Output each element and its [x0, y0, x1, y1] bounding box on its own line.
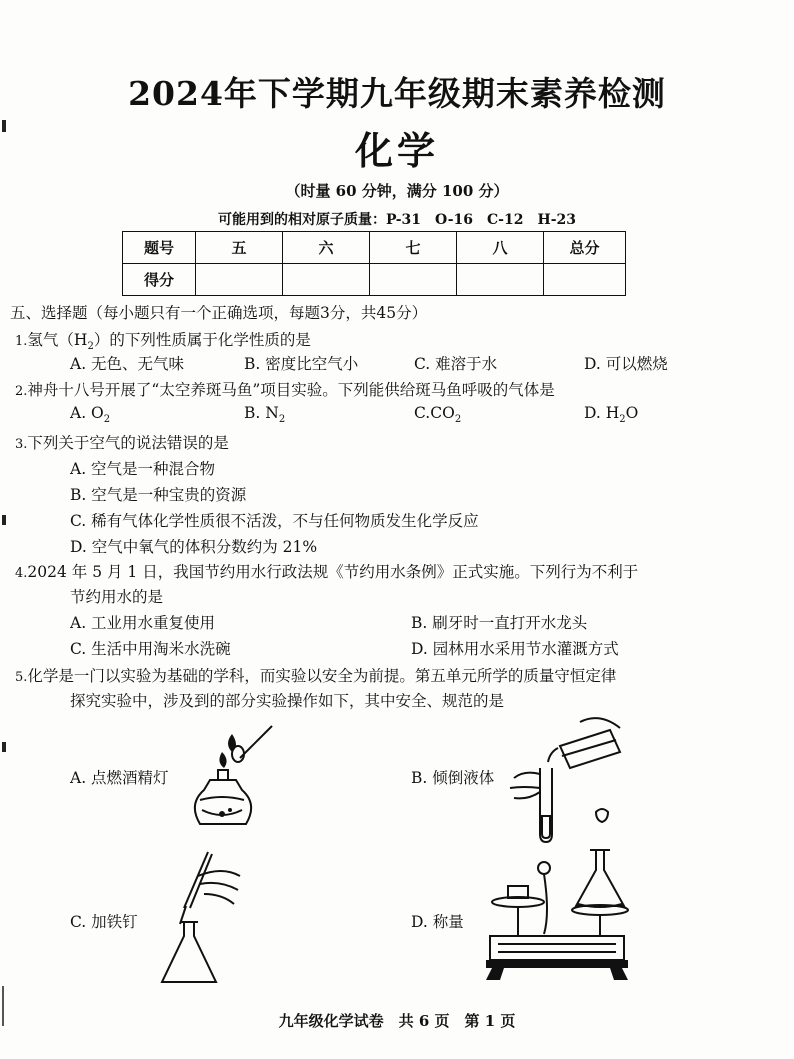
q3-option-a[interactable]: A. 空气是一种混合物	[70, 460, 216, 478]
q1-option-b[interactable]: B. 密度比空气小	[244, 355, 359, 373]
q1-option-a[interactable]: A. 无色、无气味	[70, 355, 185, 373]
scan-mark	[2, 742, 6, 752]
score-cell[interactable]	[457, 264, 544, 296]
q4-option-d[interactable]: D. 园林用水采用节水灌溉方式	[411, 640, 619, 658]
question-5-stem-line-2: 探究实验中，涉及到的部分实验操作如下，其中安全、规范的是	[70, 692, 505, 710]
atomic-masses: 可能用到的相对原子质量：P-31 O-16 C-12 H-23	[217, 212, 576, 228]
score-table-label-score: 得分	[123, 264, 196, 296]
question-4-stem-line-1: 4.2024 年 5 月 1 日，我国节约用水行政法规《节约用水条例》正式实施。下列行为不利于	[15, 563, 639, 581]
q5-option-b[interactable]: B. 倾倒液体	[411, 769, 495, 787]
q4-option-a[interactable]: A. 工业用水重复使用	[70, 614, 216, 632]
score-table-col-total: 总分	[544, 232, 626, 264]
score-table-col-8: 八	[457, 232, 544, 264]
score-table-col-5: 五	[196, 232, 283, 264]
q4-option-b[interactable]: B. 刷牙时一直打开水龙头	[411, 614, 588, 632]
score-cell[interactable]	[370, 264, 457, 296]
q3-option-b[interactable]: B. 空气是一种宝贵的资源	[70, 486, 247, 504]
score-table-col-7: 七	[370, 232, 457, 264]
exam-subject: 化学	[354, 128, 439, 173]
score-table-col-6: 六	[283, 232, 370, 264]
score-cell[interactable]	[283, 264, 370, 296]
score-cell[interactable]	[196, 264, 283, 296]
q5-option-c[interactable]: C. 加铁钉	[70, 913, 138, 931]
question-number: 3.	[15, 437, 28, 452]
score-table-score-row	[123, 264, 626, 296]
score-table-header-row	[123, 232, 626, 264]
q3-option-c[interactable]: C. 稀有气体化学性质很不活泼，不与任何物质发生化学反应	[70, 512, 479, 530]
q4-option-c[interactable]: C. 生活中用淘米水洗碗	[70, 640, 231, 658]
balance-weighing-illustration	[478, 840, 638, 990]
pouring-liquid-illustration	[500, 708, 630, 843]
question-5-stem-line-1: 5.化学是一门以实验为基础的学科，而实验以安全为前提。第五单元所学的质量守恒定律	[15, 667, 617, 685]
scan-mark	[2, 515, 6, 525]
q1-option-c[interactable]: C. 难溶于水	[414, 355, 498, 373]
q2-option-b[interactable]: B. $N_2$	[244, 404, 286, 426]
section-heading: 五、选择题（每小题只有一个正确选项，每题3分，共45分）	[10, 304, 428, 322]
q3-option-d[interactable]: D. 空气中氧气的体积分数约为 21%	[70, 538, 318, 556]
score-cell[interactable]	[544, 264, 626, 296]
question-3-stem: 3.下列关于空气的说法错误的是	[15, 434, 229, 452]
question-number: 2.	[15, 384, 28, 399]
page-footer: 九年级化学试卷 共 6 页 第 1 页	[278, 1012, 516, 1030]
q5-option-d[interactable]: D. 称量	[411, 913, 464, 931]
score-table	[122, 231, 626, 296]
q5-option-a[interactable]: A. 点燃酒精灯	[70, 769, 169, 787]
q2-option-d[interactable]: D. $H_2O$	[584, 404, 639, 426]
q2-option-a[interactable]: A. $O_2$	[70, 404, 111, 426]
exam-title: 2024年下学期九年级期末素养检测	[128, 74, 666, 113]
question-1-stem: 1.氢气$(H_2)$的下列性质属于化学性质的是	[15, 331, 311, 353]
question-2-stem: 2.神舟十八号开展了“太空养斑马鱼”项目实验。下列能供给斑马鱼呼吸的气体是	[15, 381, 555, 399]
question-4-stem-line-2: 节约用水的是	[70, 588, 164, 606]
alcohol-lamp-illustration	[180, 718, 290, 838]
q1-option-d[interactable]: D. 可以燃烧	[584, 355, 668, 373]
scan-mark	[2, 120, 6, 132]
score-table-label-question: 题号	[123, 232, 196, 264]
adding-iron-nail-illustration	[150, 848, 270, 988]
scan-mark	[2, 986, 4, 1026]
q2-option-c[interactable]: $C.CO_2$	[414, 404, 462, 426]
question-number: 5.	[15, 670, 28, 685]
question-number: 4.	[15, 566, 28, 581]
time-note: （时量 60 分钟，满分 100 分）	[285, 182, 509, 200]
question-number: 1.	[15, 334, 28, 349]
